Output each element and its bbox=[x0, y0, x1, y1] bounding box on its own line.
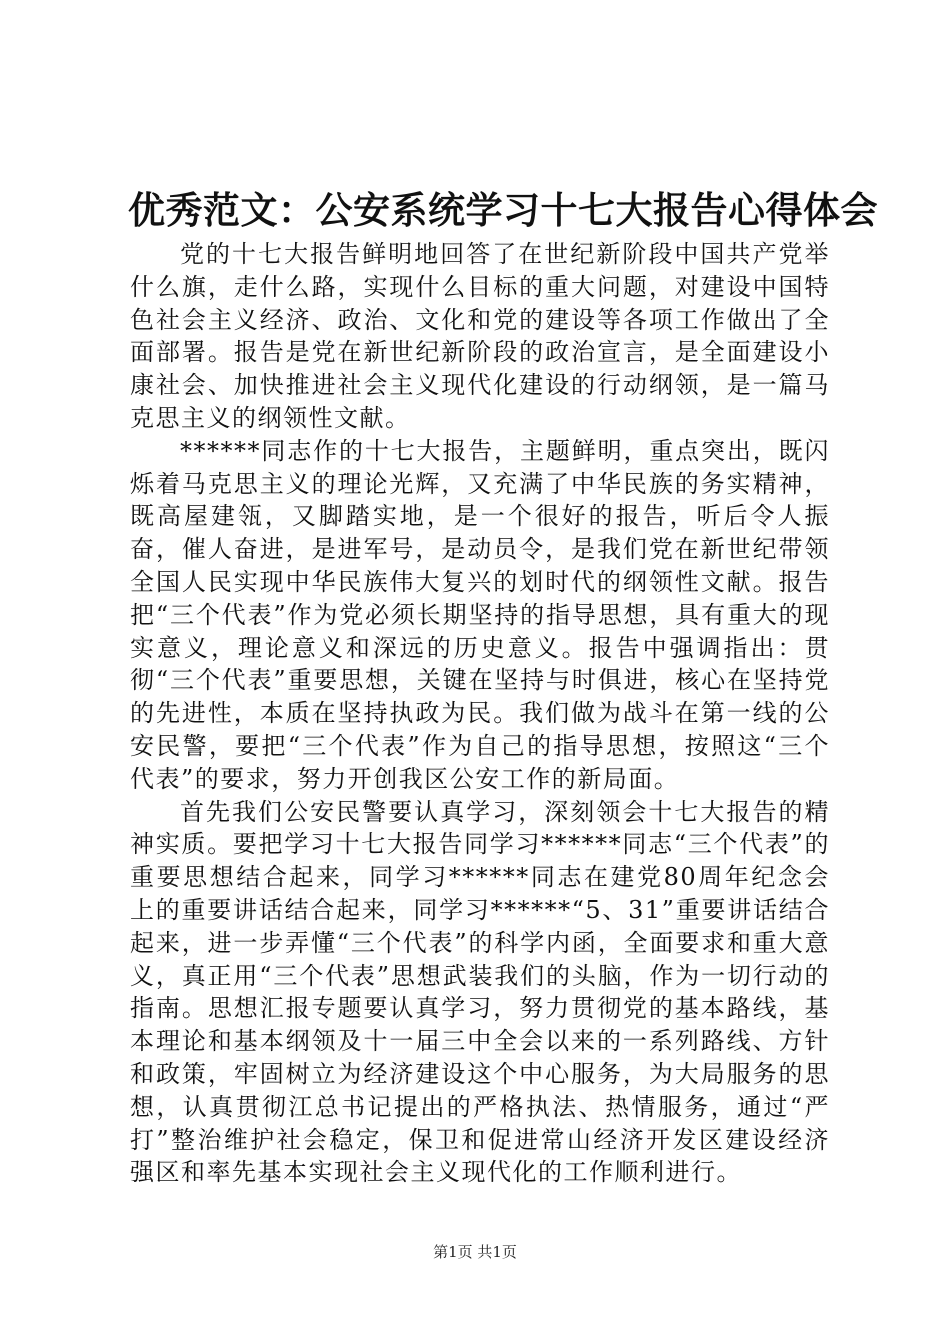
document-title: 优秀范文：公安系统学习十七大报告心得体会 bbox=[128, 188, 878, 232]
document-body bbox=[130, 238, 830, 1189]
page-number-footer: 第1页 共1页 bbox=[433, 1243, 517, 1261]
paragraph-1: 党的十七大报告鲜明地回答了在世纪新阶段中国共产党举什么旗，走什么路，实现什么目标的重大问题，对建设中国特色社会主义经济、政治、文化和党的建设等各项工作做出了全面部署。报告是党在新世纪新阶段的政治宣言，是全面建设小康社会、加快推进社会主义现代化建设的行动纲领，是一篇马克思主义的纲领性文献。 bbox=[130, 240, 830, 432]
paragraph-2: ******同志作的十七大报告，主题鲜明，重点突出，既闪烁着马克思主义的理论光辉，又充满了中华民族的务实精神，既高屋建瓴，又脚踏实地，是一个很好的报告，听后令人振奋，催人奋进，是进军号，是动员令，是我们党在新世纪带领全国人民实现中华民族伟大复兴的划时代的纲领性文献。报告把“三个代表”作为党必须长期坚持的指导思想，具有重大的现实意义，理论意义和深远的历史意义。报告中强调指出：贯彻“三个代表”重要思想，关键在坚持与时俱进，核心在坚持党的先进性，本质在坚持执政为民。我们做为战斗在第一线的公安民警，要把“三个代表”作为自己的指导思想，按照这“三个代表”的要求，努力开创我区公安工作的新局面。 bbox=[130, 436, 830, 793]
paragraph-3: 首先我们公安民警要认真学习，深刻领会十七大报告的精神实质。要把学习十七大报告同学习******同志“三个代表”的重要思想结合起来，同学习******同志在建党80周年纪念会上的重要讲话结合起来，同学习******“5、31”重要讲话结合起来，进一步弄懂“三个代表”的科学内函，全面要求和重大意义，真正用“三个代表”思想武装我们的头脑，作为一切行动的指南。思想汇报专题要认真学习，努力贯彻党的基本路线，基本理论和基本纲领及十一届三中全会以来的一系列路线、方针和政策，牢固树立为经济建设这个中心服务，为大局服务的思想，认真贯彻江总书记提出的严格执法、热情服务，通过“严打”整治维护社会稳定，保卫和促进常山经济开发区建设经济强区和率先基本实现社会主义现代化的工作顺利进行。 bbox=[130, 797, 830, 1187]
